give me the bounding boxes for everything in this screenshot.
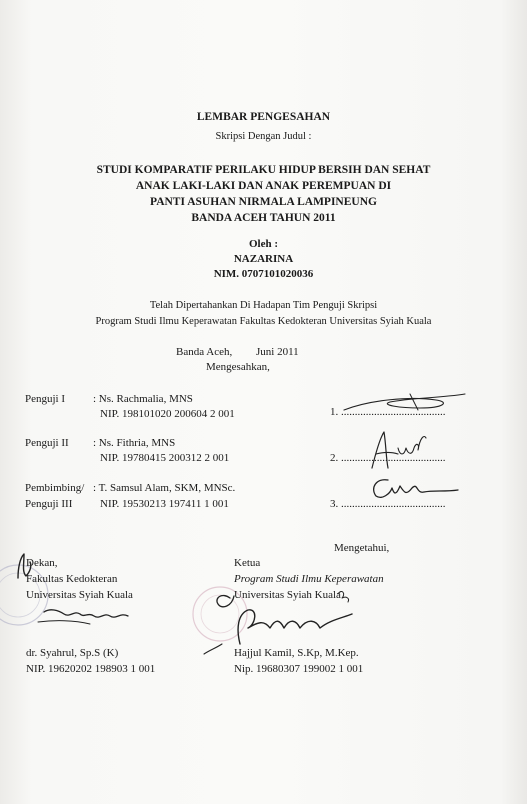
- examiner-3-name: : T. Samsul Alam, SKM, MNSc.: [93, 482, 236, 494]
- acknowledged-label: Mengetahui,: [334, 542, 390, 554]
- examiner-1-nip: NIP. 198101020 200604 2 001: [100, 408, 235, 420]
- chair-nip: Nip. 19680307 199002 1 001: [234, 663, 364, 675]
- examiner-1-signature: [340, 388, 470, 418]
- chair-program: Program Studi Ilmu Keperawatan: [234, 573, 384, 585]
- examiner-2-sign-line: 2. ......................................: [330, 452, 446, 464]
- examiner-1-sign-line: 1. ......................................: [330, 406, 446, 418]
- chair-title: Ketua: [234, 557, 261, 569]
- thesis-title-line-4: BANDA ACEH TAHUN 2011: [191, 212, 336, 224]
- dean-nip: NIP. 19620202 198903 1 001: [26, 663, 156, 675]
- examiner-2-name: : Ns. Fithria, MNS: [93, 437, 176, 449]
- dean-faculty: Fakultas Kedokteran: [26, 573, 118, 585]
- by-label: Oleh :: [248, 238, 279, 250]
- chair-name: Hajjul Kamil, S.Kp, M.Kep.: [234, 647, 359, 659]
- dean-title: Dekan,: [26, 557, 58, 569]
- examiner-1-name: : Ns. Rachmalia, MNS: [93, 393, 193, 405]
- examiner-3-sign-line: 3. ......................................: [330, 498, 446, 510]
- defense-line-1: Telah Dipertahankan Di Hadapan Tim Penguji Skripsi: [149, 300, 378, 311]
- page-title: LEMBAR PENGESAHAN: [196, 111, 331, 123]
- author-name: NAZARINA: [233, 253, 294, 265]
- city-label: Banda Aceh,: [176, 346, 233, 358]
- approved-label: Mengesahkan,: [206, 361, 270, 373]
- examiner-1-role: Penguji I: [25, 393, 66, 405]
- examiner-3-role: Pembimbing/: [25, 482, 85, 494]
- thesis-title-line-2: ANAK LAKI-LAKI DAN ANAK PEREMPUAN DI: [135, 180, 392, 192]
- defense-line-2: Program Studi Ilmu Keperawatan Fakultas Kedokteran Universitas Syiah Kuala: [95, 316, 432, 327]
- examiner-2-nip: NIP. 19780415 200312 2 001: [100, 452, 230, 464]
- dean-university: Universitas Syiah Kuala: [26, 589, 133, 601]
- author-nim: NIM. 0707101020036: [213, 268, 314, 280]
- examiner-2-role: Penguji II: [25, 437, 69, 449]
- chair-university: Universitas Syiah Kuala: [234, 589, 341, 601]
- examiner-3-nip: NIP. 19530213 197411 1 001: [100, 498, 229, 510]
- examiner-2-signature: [362, 428, 432, 472]
- examiner-3-role-line-2: Penguji III: [25, 498, 73, 510]
- thesis-title-line-3: PANTI ASUHAN NIRMALA LAMPINEUNG: [150, 196, 377, 208]
- dean-name: dr. Syahrul, Sp.S (K): [26, 647, 119, 659]
- thesis-title-line-1: STUDI KOMPARATIF PERILAKU HIDUP BERSIH DAN SEHAT: [96, 164, 431, 176]
- examiner-3-signature: [366, 474, 462, 502]
- dean-signature: [14, 550, 144, 642]
- date-text: Juni 2011: [256, 346, 299, 358]
- page-subtitle: Skripsi Dengan Judul :: [215, 131, 312, 142]
